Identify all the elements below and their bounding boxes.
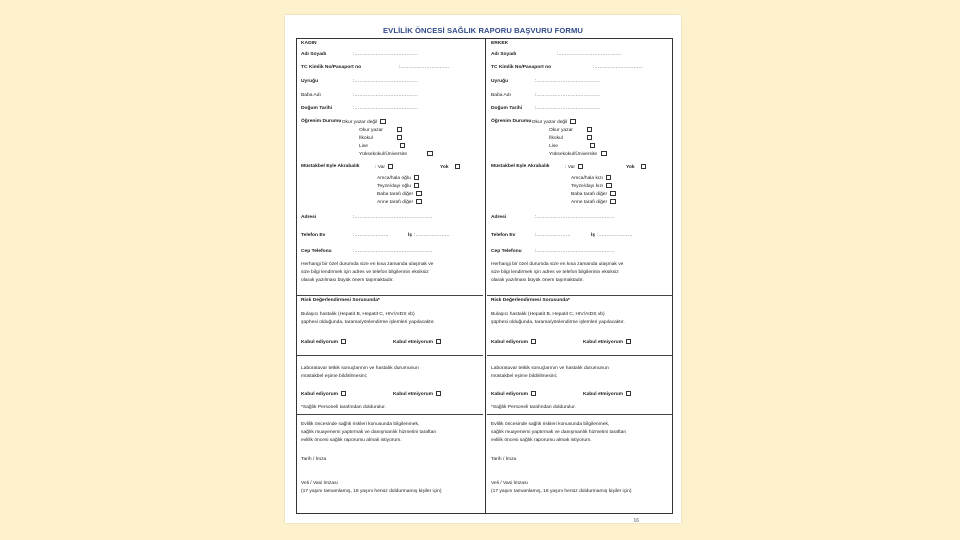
contact-note-line: size bilgi lendirmek için adres ve telefon bilgilerinin eksiksiz — [301, 270, 429, 275]
tc-field[interactable]: :………………………… — [593, 65, 644, 70]
option-label: Baba tarafı diğer — [571, 192, 608, 197]
checkbox[interactable] — [400, 143, 405, 148]
checkbox[interactable] — [610, 191, 615, 196]
kinship-label: Müstakbel Eşle Akrabalık — [491, 164, 550, 169]
option-label: : Okur yazar değil — [529, 120, 568, 125]
checkbox[interactable] — [587, 135, 592, 140]
lab-text-line: müstakbel eşime bildirilmesini; — [491, 374, 558, 379]
checkbox[interactable] — [436, 391, 441, 396]
kinship-no[interactable] — [440, 164, 460, 171]
option-label: Kabul etmiyorum — [393, 392, 433, 397]
consent-text-line: Evlilik öncesinde sağlık riskleri konusunda bilgilenmek, — [301, 422, 420, 427]
page-number: 16 — [633, 518, 639, 524]
checkbox[interactable] — [397, 135, 402, 140]
option-label: Anne tarafı diğer — [571, 200, 608, 205]
kinship-option[interactable] — [377, 175, 419, 182]
kinship-option[interactable] — [571, 175, 611, 182]
kinship-no[interactable] — [626, 164, 646, 171]
lab-accept[interactable] — [491, 391, 536, 398]
option-label: Kabul ediyorum — [301, 392, 338, 397]
option-label: Lise — [359, 144, 368, 149]
option-label: : Var — [565, 165, 575, 170]
section-divider — [297, 414, 483, 415]
name-field[interactable]: :………………………………… — [353, 52, 418, 57]
kinship-option[interactable] — [571, 183, 612, 190]
risk-text-line: Bulaşıcı hastalık (Hepatit B, Hepatit C, HIV/AIDS vb) — [491, 312, 605, 317]
checkbox[interactable] — [414, 175, 419, 180]
birth-label: Doğum Tarihi — [491, 106, 523, 111]
address-field[interactable]: :………………………………………… — [535, 215, 615, 220]
education-option[interactable] — [359, 127, 402, 134]
consent-text-line: sağlık muayenemi yaptırmak ve danışmanlık hizmetini taraftan — [491, 430, 627, 435]
father-field[interactable]: :………………………………… — [353, 93, 418, 98]
section-divider — [487, 295, 673, 296]
option-label: : Var — [375, 165, 385, 170]
date-signature: Tarih / İmza — [491, 457, 517, 462]
checkbox[interactable] — [416, 199, 421, 204]
contact-note-line: olarak yazılması büyük önem taşımaktadır. — [491, 278, 584, 283]
education-label: Öğrenim Durumu — [301, 119, 342, 124]
section-divider — [487, 414, 673, 415]
checkbox[interactable] — [590, 143, 595, 148]
nationality-field[interactable]: :………………………………… — [353, 79, 418, 84]
option-label: : Okur yazar değil — [339, 120, 378, 125]
address-label: Adresi — [301, 215, 317, 220]
checkbox[interactable] — [587, 127, 592, 132]
consent-text-line: sağlık muayenemi yaptırmak ve danışmanlık hizmetini taraftan — [301, 430, 437, 435]
phone-home-field[interactable]: :………………… — [535, 233, 571, 238]
phone-work-label: İş — [408, 233, 413, 238]
phone-label: Telefon Ev — [491, 233, 516, 238]
section-divider — [297, 355, 483, 356]
kinship-yes[interactable] — [375, 164, 393, 171]
lab-reject[interactable] — [583, 391, 631, 398]
checkbox[interactable] — [626, 391, 631, 396]
checkbox[interactable] — [414, 183, 419, 188]
option-label: Teyze/dayı kızı — [571, 184, 604, 189]
lab-text-line: Laboratuvar tetkik sonuçlarının ve hastalık durumunun — [491, 366, 609, 371]
option-label: İlkokul — [549, 136, 563, 141]
checkbox[interactable] — [380, 119, 385, 124]
checkbox[interactable] — [610, 199, 615, 204]
option-label: Lise — [549, 144, 558, 149]
section-divider — [297, 295, 483, 296]
phone-home-field[interactable]: :………………… — [353, 233, 389, 238]
option-label: Baba tarafı diğer — [377, 192, 414, 197]
kinship-label: Müstakbel Eşle Akrabalık — [301, 164, 360, 169]
guardian-signature: Veli / Vasi İmzası — [491, 481, 528, 486]
birth-field[interactable]: :………………………………… — [535, 106, 600, 111]
checkbox[interactable] — [578, 164, 583, 169]
contact-note-line: Herhangi bir özel durumda size en kısa zamanda ulaşmak ve — [301, 262, 434, 267]
education-option[interactable] — [359, 135, 402, 142]
option-label: Kabul ediyorum — [301, 340, 338, 345]
option-label: Kabul ediyorum — [491, 392, 528, 397]
birth-label: Doğum Tarihi — [301, 106, 333, 111]
name-label: Adı Soyadı — [491, 52, 517, 57]
phone-work-label: İş — [591, 233, 596, 238]
kinship-option[interactable] — [377, 199, 422, 206]
education-option[interactable] — [549, 127, 592, 134]
option-label: İlkokul — [359, 136, 373, 141]
education-option[interactable] — [529, 119, 576, 126]
checkbox[interactable] — [455, 164, 460, 169]
checkbox[interactable] — [531, 339, 536, 344]
phone-work-field[interactable]: :………………… — [597, 233, 633, 238]
option-label: Kabul etmiyorum — [583, 340, 623, 345]
mobile-field[interactable]: :………………………………………… — [535, 249, 615, 254]
checkbox[interactable] — [416, 191, 421, 196]
checkbox[interactable] — [397, 127, 402, 132]
option-label: Amca/hala kızı — [571, 176, 604, 181]
father-label: Baba Adı — [491, 93, 511, 98]
kinship-yes[interactable] — [565, 164, 583, 171]
checkbox[interactable] — [626, 339, 631, 344]
kinship-option[interactable] — [571, 191, 616, 198]
date-signature: Tarih / İmza — [301, 457, 327, 462]
lab-accept[interactable] — [301, 391, 346, 398]
risk-accept[interactable] — [491, 339, 536, 346]
phone-work-field[interactable]: :………………… — [414, 233, 450, 238]
name-field[interactable]: :………………………………… — [557, 52, 622, 57]
man-column — [487, 39, 673, 513]
risk-reject[interactable] — [393, 339, 441, 346]
birth-field[interactable]: :………………………………… — [353, 106, 418, 111]
form-title: EVLİLİK ÖNCESİ SAĞLIK RAPORU BAŞVURU FORMU — [383, 26, 583, 35]
checkbox[interactable] — [606, 175, 611, 180]
nationality-label: Uyruğu — [301, 79, 319, 84]
consent-text-line: evlilik öncesi sağlık raporumu almak istiyorum. — [301, 438, 402, 443]
mobile-field[interactable]: :………………………………………… — [353, 249, 433, 254]
option-label: Kabul ediyorum — [491, 340, 528, 345]
name-label: Adı Soyadı — [301, 52, 327, 57]
lab-text-line: müstakbel eşime bildirilmesini; — [301, 374, 368, 379]
personnel-note: *Sağlık Personeli tarafından doldurulur. — [491, 405, 576, 410]
risk-text-line: Bulaşıcı hastalık (Hepatit B, Hepatit C, HIV/AIDS vb) — [301, 312, 415, 317]
option-label: Okur yazar — [359, 128, 383, 133]
checkbox[interactable] — [601, 151, 606, 156]
column-divider — [485, 39, 486, 513]
checkbox[interactable] — [341, 391, 346, 396]
guardian-note: (17 yaşını tamamlamış, 18 yaşını henüz doldurmamış kişiler için) — [491, 489, 632, 494]
nationality-field[interactable]: :………………………………… — [535, 79, 600, 84]
option-label: Amca/hala oğlu — [377, 176, 411, 181]
lab-reject[interactable] — [393, 391, 441, 398]
risk-reject[interactable] — [583, 339, 631, 346]
consent-text-line: Evlilik öncesinde sağlık riskleri konusunda bilgilenmek, — [491, 422, 610, 427]
checkbox[interactable] — [388, 164, 393, 169]
woman-header: KADIN — [301, 41, 317, 46]
checkbox[interactable] — [606, 183, 611, 188]
option-label: Yüksekokul/Üniversite — [549, 152, 598, 157]
consent-text-line: evlilik öncesi sağlık raporumu almak istiyorum. — [491, 438, 592, 443]
father-field[interactable]: :………………………………… — [535, 93, 600, 98]
guardian-note: (17 yaşını tamamlamış, 18 yaşını henüz doldurmamış kişiler için) — [301, 489, 442, 494]
father-label: Baba Adı — [301, 93, 321, 98]
education-option[interactable] — [549, 135, 592, 142]
mobile-label: Cep Telefonu — [491, 249, 522, 254]
lab-text-line: Laboratuvar tetkik sonuçlarının ve hastalık durumunun — [301, 366, 419, 371]
kinship-option[interactable] — [377, 183, 419, 190]
personnel-note: *Sağlık Personeli tarafından doldurulur. — [301, 405, 386, 410]
education-option[interactable] — [549, 143, 595, 150]
tc-field[interactable]: :………………………… — [399, 65, 450, 70]
contact-note-line: Herhangi bir özel durumda size en kısa zamanda ulaşmak ve — [491, 262, 624, 267]
option-label: Yok — [440, 165, 449, 170]
checkbox[interactable] — [341, 339, 346, 344]
risk-header: Risk Değerlendirmesi Sorusunda* — [491, 298, 570, 303]
risk-text-line: şüphesi olduğunda, tarama/yönlendirme işlemleri yapılacaktır. — [491, 320, 625, 325]
checkbox[interactable] — [641, 164, 646, 169]
tc-label: TC Kimlik No/Pasaport no — [301, 65, 362, 70]
mobile-label: Cep Telefonu — [301, 249, 332, 254]
option-label: Anne tarafı diğer — [377, 200, 414, 205]
option-label: Yüksekokul/Üniversite — [359, 152, 408, 157]
option-label: Kabul etmiyorum — [393, 340, 433, 345]
education-option[interactable] — [359, 143, 405, 150]
address-label: Adresi — [491, 215, 507, 220]
option-label: Yok — [626, 165, 635, 170]
education-option[interactable] — [549, 151, 607, 158]
option-label: Kabul etmiyorum — [583, 392, 623, 397]
checkbox[interactable] — [531, 391, 536, 396]
man-header: ERKEK — [491, 41, 509, 46]
risk-text-line: şüphesi olduğunda, tarama/yönlendirme işlemleri yapılacaktır. — [301, 320, 435, 325]
education-label: Öğrenim Durumu — [491, 119, 532, 124]
risk-header: Risk Değerlendirmesi Sorusunda* — [301, 298, 380, 303]
checkbox[interactable] — [570, 119, 575, 124]
nationality-label: Uyruğu — [491, 79, 509, 84]
guardian-signature: Veli / Vasi İmzası — [301, 481, 338, 486]
kinship-option[interactable] — [571, 199, 616, 206]
tc-label: TC Kimlik No/Pasaport no — [491, 65, 552, 70]
address-field[interactable]: :………………………………………… — [353, 215, 433, 220]
phone-label: Telefon Ev — [301, 233, 326, 238]
checkbox[interactable] — [427, 151, 432, 156]
woman-column — [297, 39, 483, 513]
form-page — [285, 15, 681, 523]
education-option[interactable] — [359, 151, 433, 158]
checkbox[interactable] — [436, 339, 441, 344]
education-option[interactable] — [339, 119, 386, 126]
contact-note-line: olarak yazılması büyük önem taşımaktadır. — [301, 278, 394, 283]
option-label: Teyze/dayı oğlu — [377, 184, 411, 189]
risk-accept[interactable] — [301, 339, 346, 346]
form-frame — [296, 38, 673, 514]
contact-note-line: size bilgi lendirmek için adres ve telefon bilgilerinin eksiksiz — [491, 270, 619, 275]
option-label: Okur yazar — [549, 128, 573, 133]
section-divider — [487, 355, 673, 356]
kinship-option[interactable] — [377, 191, 422, 198]
